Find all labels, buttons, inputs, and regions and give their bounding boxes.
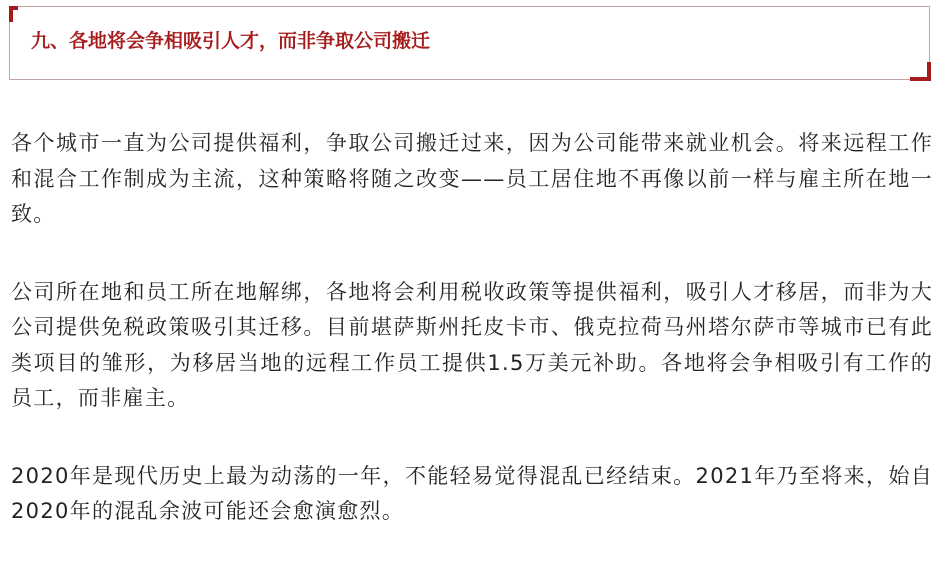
paragraph-3: 2020年是现代历史上最为动荡的一年，不能轻易觉得混乱已经结束。2021年乃至将来，始自2020年的混乱余波可能还会愈演愈烈。 <box>11 463 933 523</box>
article-body <box>11 126 933 572</box>
paragraph-1: 各个城市一直为公司提供福利，争取公司搬迁过来，因为公司能带来就业机会。将来远程工作和混合工作制成为主流，这种策略将随之改变——员工居住地不再像以前一样与雇主所在地一致。 <box>11 131 933 226</box>
section-heading: 九、各地将会争相吸引人才，而非争取公司搬迁 <box>31 30 431 52</box>
paragraph-2: 公司所在地和员工所在地解绑，各地将会利用税收政策等提供福利，吸引人才移居，而非为大公司提供免税政策吸引其迁移。目前堪萨斯州托皮卡市、俄克拉荷马州塔尔萨市等城市已有此类项目的雏形，为移居当地的远程工作员工提供1.5万美元补助。各地将会争相吸引有工作的员工，而非雇主。 <box>11 279 933 410</box>
heading-corner-bottom-right <box>910 62 931 81</box>
heading-corner-top-left <box>9 6 18 22</box>
